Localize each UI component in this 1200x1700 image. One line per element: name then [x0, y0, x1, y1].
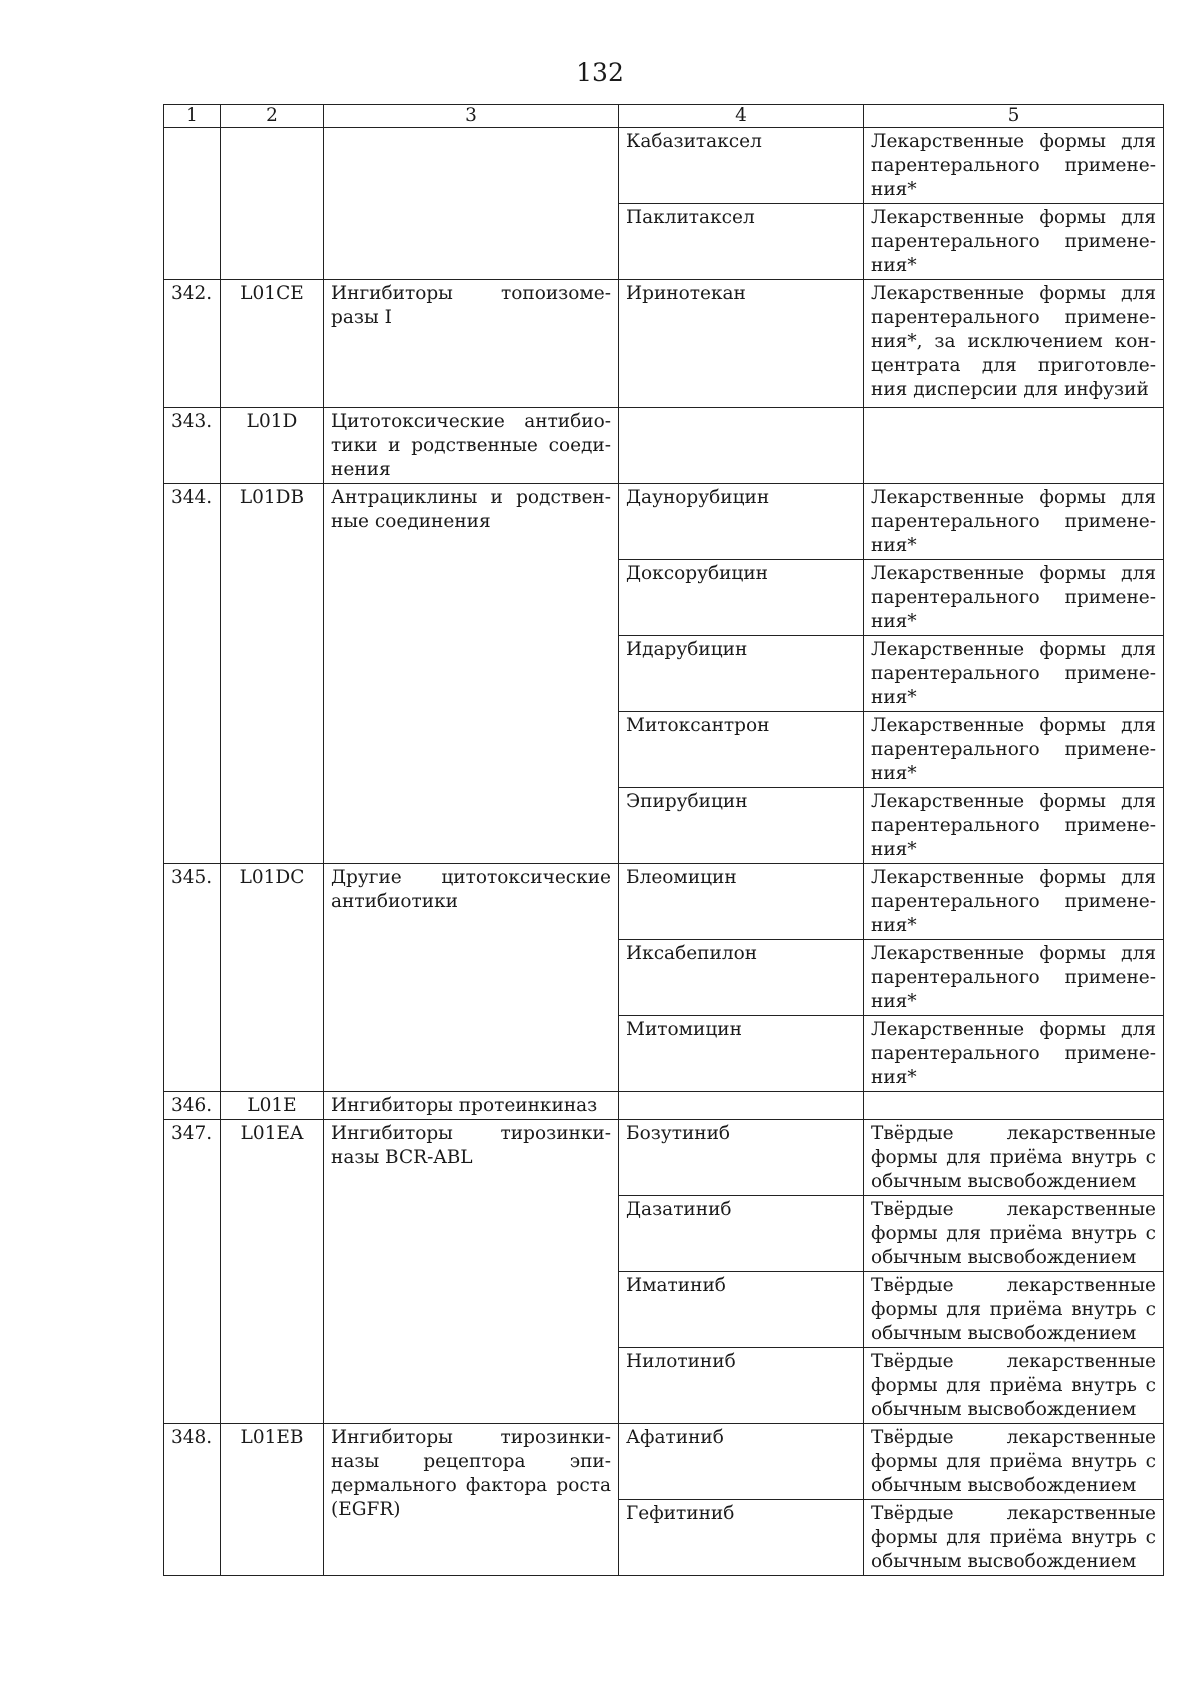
group-name-cell: Цитотоксические антибио-тики и родственные соеди-нения: [324, 408, 619, 484]
dosage-form-cell: Твёрдые лекарственные формы для приёма внутрь с обычным высвобождением: [864, 1120, 1164, 1196]
atc-code-cell: L01EB: [221, 1424, 324, 1576]
row-number-cell: 343.: [164, 408, 221, 484]
dosage-form-cell: Лекарственные формы для парентерального примене-ния*: [864, 864, 1164, 940]
dosage-form-cell: Твёрдые лекарственные формы для приёма внутрь с обычным высвобождением: [864, 1196, 1164, 1272]
drug-name-cell: Нилотиниб: [619, 1348, 864, 1424]
atc-code-cell: L01DB: [221, 484, 324, 864]
drug-name-cell: Кабазитаксел: [619, 128, 864, 204]
atc-code-cell: L01D: [221, 408, 324, 484]
drug-name-cell: Доксорубицин: [619, 560, 864, 636]
drug-name-cell: Идарубицин: [619, 636, 864, 712]
drug-name-cell: Гефитиниб: [619, 1500, 864, 1576]
page-number: 132: [576, 58, 624, 87]
drug-name-cell: Эпирубицин: [619, 788, 864, 864]
group-name-cell: Ингибиторы тирозинки-назы рецептора эпи-дермального фактора роста (EGFR): [324, 1424, 619, 1576]
group-name-cell: Ингибиторы топоизоме-разы I: [324, 280, 619, 408]
drug-name-cell: Бозутиниб: [619, 1120, 864, 1196]
dosage-form-cell: Твёрдые лекарственные формы для приёма внутрь с обычным высвобождением: [864, 1272, 1164, 1348]
dosage-form-cell: Твёрдые лекарственные формы для приёма внутрь с обычным высвобождением: [864, 1424, 1164, 1500]
atc-code-cell: L01EA: [221, 1120, 324, 1424]
table-row: [164, 1424, 1164, 1500]
column-header: 5: [864, 105, 1164, 128]
table-row: [164, 408, 1164, 484]
dosage-form-cell: [864, 1092, 1164, 1120]
group-name-cell: [324, 128, 619, 280]
dosage-form-cell: Лекарственные формы для парентерального примене-ния*: [864, 560, 1164, 636]
drug-name-cell: Блеомицин: [619, 864, 864, 940]
row-number-cell: 345.: [164, 864, 221, 1092]
atc-code-cell: [221, 128, 324, 280]
drug-name-cell: Иксабепилон: [619, 940, 864, 1016]
table-header-row: [164, 105, 1164, 128]
group-name-cell: Ингибиторы протеинкиназ: [324, 1092, 619, 1120]
row-number-cell: 346.: [164, 1092, 221, 1120]
table-row: [164, 280, 1164, 408]
dosage-form-cell: Лекарственные формы для парентерального примене-ния*: [864, 788, 1164, 864]
dosage-form-cell: Лекарственные формы для парентерального примене-ния*: [864, 636, 1164, 712]
dosage-form-cell: Лекарственные формы для парентерального примене-ния*: [864, 712, 1164, 788]
drug-name-cell: Даунорубицин: [619, 484, 864, 560]
table-row: [164, 864, 1164, 940]
drug-name-cell: Митомицин: [619, 1016, 864, 1092]
drug-name-cell: Паклитаксел: [619, 204, 864, 280]
table-row: [164, 1092, 1164, 1120]
dosage-form-cell: Лекарственные формы для парентерального примене-ния*: [864, 1016, 1164, 1092]
table-row: [164, 484, 1164, 560]
drug-name-cell: [619, 1092, 864, 1120]
drug-name-cell: Митоксантрон: [619, 712, 864, 788]
drug-name-cell: Афатиниб: [619, 1424, 864, 1500]
dosage-form-cell: Лекарственные формы для парентерального примене-ния*: [864, 940, 1164, 1016]
column-header: 4: [619, 105, 864, 128]
group-name-cell: Ингибиторы тирозинки-назы BCR-ABL: [324, 1120, 619, 1424]
group-name-cell: Другие цитотоксические антибиотики: [324, 864, 619, 1092]
dosage-form-cell: Лекарственные формы для парентерального примене-ния*: [864, 484, 1164, 560]
column-header: 2: [221, 105, 324, 128]
table-row: [164, 1120, 1164, 1196]
dosage-form-cell: Лекарственные формы для парентерального примене-ния*: [864, 204, 1164, 280]
column-header: 1: [164, 105, 221, 128]
row-number-cell: 344.: [164, 484, 221, 864]
table-row: [164, 128, 1164, 204]
drug-name-cell: Дазатиниб: [619, 1196, 864, 1272]
dosage-form-cell: [864, 408, 1164, 484]
dosage-form-cell: Лекарственные формы для парентерального примене-ния*: [864, 128, 1164, 204]
drug-name-cell: Иринотекан: [619, 280, 864, 408]
drug-table: [163, 104, 1164, 1576]
row-number-cell: 342.: [164, 280, 221, 408]
dosage-form-cell: Лекарственные формы для парентерального примене-ния*, за исключением кон-центрата для приготовле-ния дисперсии для инфузий: [864, 280, 1164, 408]
drug-name-cell: [619, 408, 864, 484]
atc-code-cell: L01E: [221, 1092, 324, 1120]
column-header: 3: [324, 105, 619, 128]
atc-code-cell: L01CE: [221, 280, 324, 408]
group-name-cell: Антрациклины и родствен-ные соединения: [324, 484, 619, 864]
dosage-form-cell: Твёрдые лекарственные формы для приёма внутрь с обычным высвобождением: [864, 1348, 1164, 1424]
drug-name-cell: Иматиниб: [619, 1272, 864, 1348]
atc-code-cell: L01DC: [221, 864, 324, 1092]
row-number-cell: 347.: [164, 1120, 221, 1424]
dosage-form-cell: Твёрдые лекарственные формы для приёма внутрь с обычным высвобождением: [864, 1500, 1164, 1576]
row-number-cell: 348.: [164, 1424, 221, 1576]
row-number-cell: [164, 128, 221, 280]
